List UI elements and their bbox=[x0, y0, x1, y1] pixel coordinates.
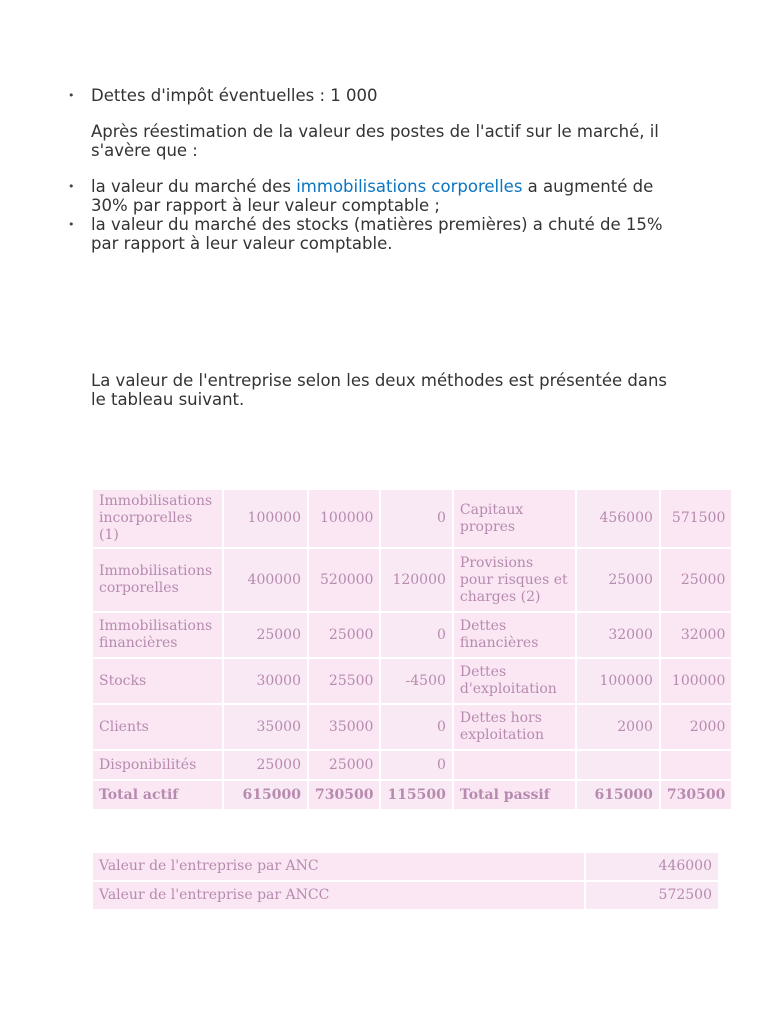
valeur-comptable: 25000 bbox=[224, 751, 307, 779]
paragraph-table-intro: La valeur de l'entreprise selon les deux méthodes est présentée dans le tableau suivant. bbox=[91, 371, 668, 409]
bullet-text: la valeur du marché des stocks (matières premières) a chuté de 15% par rapport à leur valeur comptable. bbox=[91, 215, 663, 253]
valeur-marche: 730500 bbox=[309, 781, 379, 809]
valeur-marche: 100000 bbox=[309, 490, 379, 547]
passif-label: Dettes hors exploitation bbox=[454, 705, 575, 749]
actif-label: Stocks bbox=[93, 659, 222, 703]
passif-label: Total passif bbox=[454, 781, 575, 809]
passif-comptable: 2000 bbox=[577, 705, 659, 749]
valeur-label: Valeur de l'entreprise par ANC bbox=[93, 853, 584, 880]
valeurs-table bbox=[91, 851, 720, 911]
list-item bbox=[68, 215, 668, 253]
passif-marche: 730500 bbox=[661, 781, 731, 809]
passif-marche: 25000 bbox=[661, 549, 731, 611]
passif-marche: 32000 bbox=[661, 613, 731, 657]
top-bullet-list bbox=[68, 86, 668, 105]
valeur-marche: 25000 bbox=[309, 751, 379, 779]
ecart-value: 115500 bbox=[381, 781, 451, 809]
valeur-comptable: 35000 bbox=[224, 705, 307, 749]
ecart-value: 0 bbox=[381, 490, 451, 547]
passif-comptable bbox=[577, 751, 659, 779]
passif-label: Dettes d'exploitation bbox=[454, 659, 575, 703]
paragraph-reestimation: Après réestimation de la valeur des postes de l'actif sur le marché, il s'avère que : bbox=[91, 122, 659, 160]
passif-label: Dettes financières bbox=[454, 613, 575, 657]
passif-comptable: 456000 bbox=[577, 490, 659, 547]
valeur-label: Valeur de l'entreprise par ANCC bbox=[93, 882, 584, 909]
valeur-comptable: 25000 bbox=[224, 613, 307, 657]
valeur-marche: 520000 bbox=[309, 549, 379, 611]
passif-label: Capitaux propres bbox=[454, 490, 575, 547]
actif-label: Clients bbox=[93, 705, 222, 749]
valeur-comptable: 400000 bbox=[224, 549, 307, 611]
total-row bbox=[93, 781, 731, 809]
bullet-icon: • bbox=[68, 180, 75, 193]
table-row bbox=[93, 613, 731, 657]
table-row bbox=[93, 549, 731, 611]
market-value-list bbox=[68, 177, 668, 253]
valeur-amount: 572500 bbox=[586, 882, 718, 909]
bullet-icon: • bbox=[68, 89, 75, 102]
bullet-text: Dettes d'impôt éventuelles : 1 000 bbox=[91, 86, 378, 105]
table-row bbox=[93, 882, 718, 909]
passif-comptable: 100000 bbox=[577, 659, 659, 703]
valeur-comptable: 100000 bbox=[224, 490, 307, 547]
ecart-value: 0 bbox=[381, 705, 451, 749]
passif-marche: 2000 bbox=[661, 705, 731, 749]
actif-label: Immobilisations corporelles bbox=[93, 549, 222, 611]
list-item bbox=[68, 177, 668, 215]
ecart-value: 0 bbox=[381, 751, 451, 779]
table-row bbox=[93, 853, 718, 880]
ecart-value: 120000 bbox=[381, 549, 451, 611]
table-row bbox=[93, 751, 731, 779]
valeur-marche: 25500 bbox=[309, 659, 379, 703]
table-row bbox=[93, 705, 731, 749]
immobilisations-corporelles-link[interactable]: immobilisations corporelles bbox=[296, 177, 523, 196]
actif-label: Immobilisations incorporelles (1) bbox=[93, 490, 222, 547]
passif-marche: 100000 bbox=[661, 659, 731, 703]
bullet-icon: • bbox=[68, 218, 75, 231]
passif-label: Provisions pour risques et charges (2) bbox=[454, 549, 575, 611]
passif-marche bbox=[661, 751, 731, 779]
actif-label: Total actif bbox=[93, 781, 222, 809]
ecart-value: -4500 bbox=[381, 659, 451, 703]
valeur-comptable: 615000 bbox=[224, 781, 307, 809]
ecart-value: 0 bbox=[381, 613, 451, 657]
table-row bbox=[93, 490, 731, 547]
bullet-text-part: la valeur du marché des bbox=[91, 177, 297, 196]
passif-marche: 571500 bbox=[661, 490, 731, 547]
passif-comptable: 615000 bbox=[577, 781, 659, 809]
passif-comptable: 25000 bbox=[577, 549, 659, 611]
valeur-comptable: 30000 bbox=[224, 659, 307, 703]
actif-label: Disponibilités bbox=[93, 751, 222, 779]
valeur-amount: 446000 bbox=[586, 853, 718, 880]
actif-label: Immobilisations financières bbox=[93, 613, 222, 657]
valeur-marche: 25000 bbox=[309, 613, 379, 657]
passif-label bbox=[454, 751, 575, 779]
valeur-marche: 35000 bbox=[309, 705, 379, 749]
passif-comptable: 32000 bbox=[577, 613, 659, 657]
table-row bbox=[93, 659, 731, 703]
list-item bbox=[68, 86, 668, 105]
bullet-text-part: a augmenté de 30% par rapport à leur valeur comptable ; bbox=[91, 177, 654, 215]
bilan-table bbox=[91, 488, 733, 811]
